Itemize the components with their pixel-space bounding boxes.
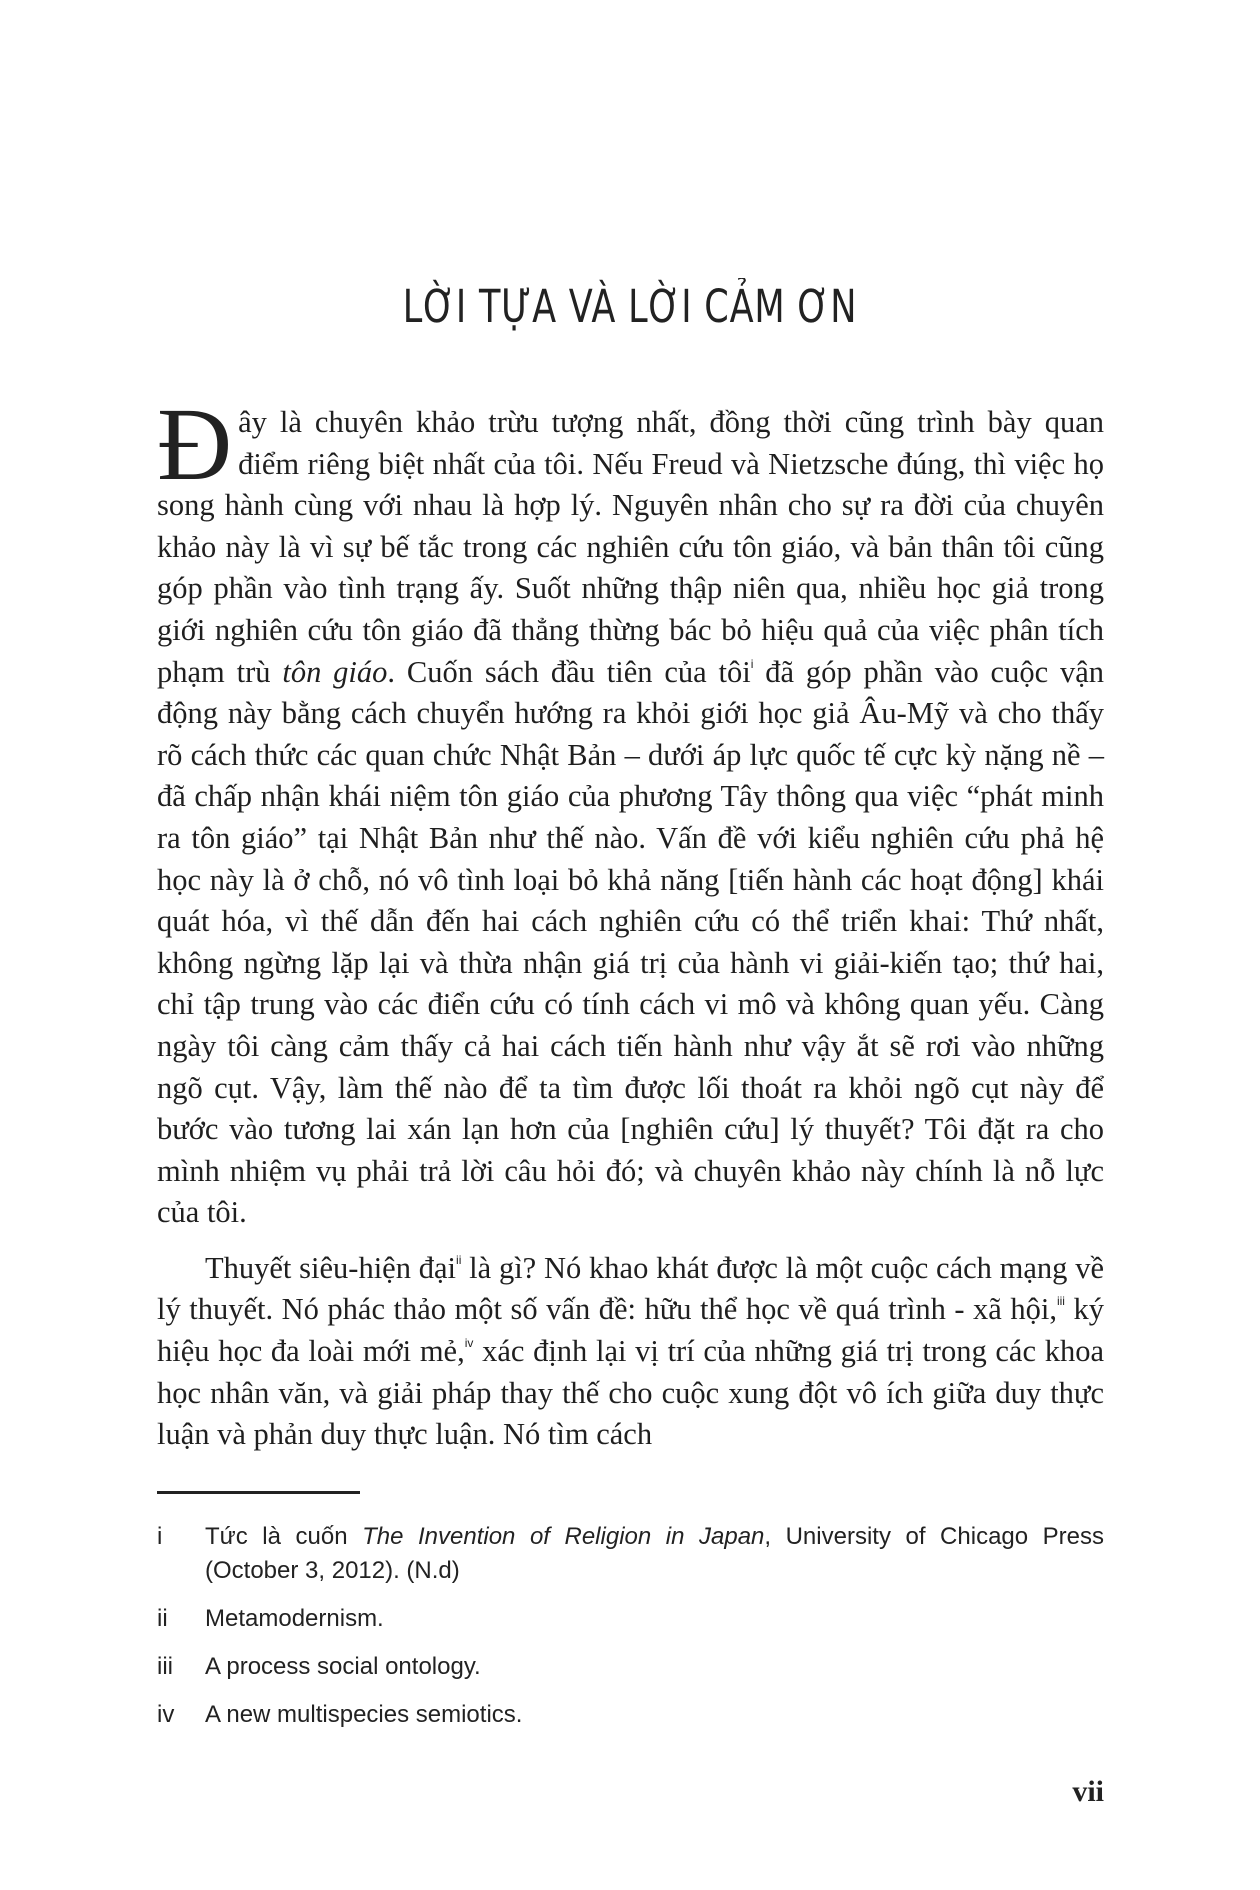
footnote-text-before: Tức là cuốn bbox=[205, 1523, 363, 1550]
footnote-text: A new multispecies semiotics. bbox=[205, 1701, 523, 1728]
footnote-text bbox=[205, 1520, 1104, 1588]
footnote-book-title: The Invention of Religion in Japan bbox=[362, 1523, 765, 1550]
paragraph-2-part-4: xác định lại vị trí của những giá trị trong các khoa học nhân văn, và giải pháp thay thế cho cuộc xung đột vô ích giữa duy thực luận và phản duy thực luận. Nó tìm cách bbox=[157, 1334, 1104, 1452]
body-text bbox=[157, 387, 1105, 1456]
footnote-mark: iv bbox=[157, 1701, 175, 1728]
drop-cap: Đ bbox=[157, 387, 233, 502]
footnote-mark: i bbox=[157, 1523, 163, 1550]
paragraph-2-part-1: Thuyết siêu-hiện đại bbox=[205, 1250, 457, 1285]
page-number: vii bbox=[1072, 1775, 1104, 1808]
footnote-text: A process social ontology. bbox=[205, 1653, 481, 1680]
footnote-mark: iii bbox=[157, 1653, 173, 1680]
footnotes bbox=[157, 1520, 1104, 1746]
italic-term: tôn giáo bbox=[282, 654, 388, 689]
footnote-iv bbox=[157, 1698, 1104, 1732]
footnote-iii bbox=[157, 1650, 1104, 1684]
footnote-ref-iv[interactable]: iv bbox=[464, 1336, 474, 1351]
footnote-text-after: , University of Chicago Press (October 3, 2012). (N.d) bbox=[205, 1523, 1105, 1584]
paragraph-2-part-3: ký hiệu học đa loài mới mẻ, bbox=[157, 1292, 1104, 1369]
paragraph-1 bbox=[157, 387, 1105, 1234]
footnote-text: Metamodernism. bbox=[205, 1605, 384, 1632]
footnote-ref-i[interactable]: i bbox=[750, 656, 754, 671]
footnote-ii bbox=[157, 1602, 1104, 1636]
footnote-ref-iii[interactable]: iii bbox=[1056, 1294, 1065, 1309]
paragraph-1-part-1: ây là chuyên khảo trừu tượng nhất, đồng thời cũng trình bày quan điểm riêng biệt nhất của tôi. Nếu Freud và Nietzsche đúng, thì việc họ song hành cùng với nhau là hợp lý. Nguyên nhân cho sự ra đời của chuyên khảo này là vì sự bế tắc trong các nghiên cứu tôn giáo, và bản thân tôi cũng góp phần vào tình trạng ấy. Suốt những thập niên qua, nhiều học giả trong giới nghiên cứu tôn giáo đã thẳng thừng bác bỏ hiệu quả của việc phân tích phạm trù bbox=[157, 405, 1104, 689]
footnote-mark: ii bbox=[157, 1605, 168, 1632]
paragraph-1-part-3: đã góp phần vào cuộc vận động này bằng cách chuyển hướng ra khỏi giới học giả Âu-Mỹ và cho thấy rõ cách thức các quan chức Nhật Bản – dưới áp lực quốc tế cực kỳ nặng nề – đã chấp nhận khái niệm tôn giáo của phương Tây thông qua việc “phát minh ra tôn giáo” tại Nhật Bản như thế nào. Vấn đề với kiểu nghiên cứu phả hệ học này là ở chỗ, nó vô tình loại bỏ khả năng [tiến hành các hoạt động] khái quát hóa, vì thế dẫn đến hai cách nghiên cứu có thể triển khai: Thứ nhất, không ngừng lặp lại và thừa nhận giá trị của hành vi giải-kiến tạo; thứ hai, chỉ tập trung vào các điển cứu có tính cách vi mô và không quan yếu. Càng ngày tôi càng cảm thấy cả hai cách tiến hành như vậy ắt sẽ rơi vào những ngõ cụt. Vậy, làm thế nào để ta tìm được lối thoát ra khỏi ngõ cụt này để bước vào tương lai xán lạn hơn của [nghiên cứu] lý thuyết? Tôi đặt ra cho mình nhiệm vụ phải trả lời câu hỏi đó; và chuyên khảo này chính là nỗ lực của tôi. bbox=[157, 654, 1105, 1230]
paragraph-2-part-2: là gì? Nó khao khát được là một cuộc cách mạng về lý thuyết. Nó phác thảo một số vấn đề: hữu thể học về quá trình - xã hội, bbox=[157, 1250, 1105, 1327]
paragraph-1-part-2: . Cuốn sách đầu tiên của tôi bbox=[387, 654, 751, 689]
footnote-i bbox=[157, 1520, 1104, 1588]
footnote-divider bbox=[157, 1491, 360, 1494]
footnote-ref-ii[interactable]: ii bbox=[456, 1252, 462, 1267]
paragraph-2 bbox=[157, 1248, 1104, 1456]
chapter-title: LỜI TỰA VÀ LỜI CẢM ƠN bbox=[402, 280, 858, 333]
